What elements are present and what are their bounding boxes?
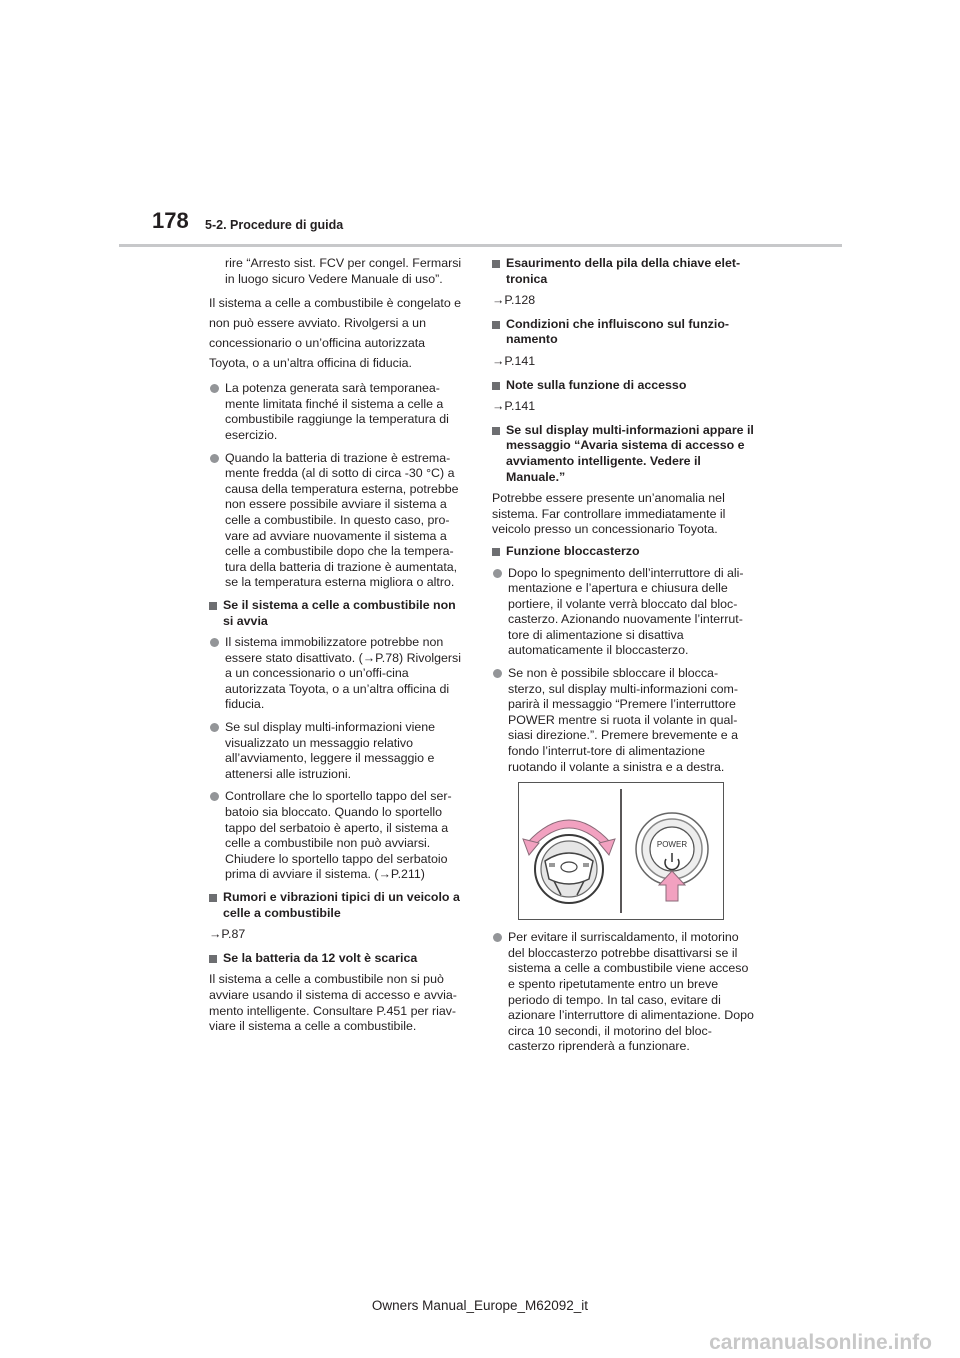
- bullet-icon: [210, 638, 219, 647]
- section-heading: Se il sistema a celle a combustibile non si avvia: [209, 598, 467, 629]
- right-column: [492, 256, 754, 1062]
- bullet-icon: [210, 454, 219, 463]
- page-number: 178: [152, 208, 189, 233]
- page-reference: →P.141: [492, 353, 536, 368]
- section-heading: Se la batteria da 12 volt è scarica: [209, 951, 467, 967]
- list-item: Se non è possibile sbloccare il blocca-sterzo, sul display multi-informazioni com-parirà il messaggio “Premere l’interruttore POWER mentre si ruota il volante in qual-siasi direzione.”. Premere brevemente e a fondo l’interrut-tore di alimentazione ruotando il volante a sinistra e a destra.: [492, 666, 754, 775]
- battery-paragraph: Il sistema a celle a combustibile non si può avviare usando il sistema di accesso e avvia-mento intelligente. Consultare P.451 per riav-viare il sistema a celle a combustibile.: [209, 972, 457, 1034]
- page-reference: →P.87: [209, 927, 246, 942]
- list-item: Per evitare il surriscaldamento, il motorino del bloccasterzo potrebbe disattivarsi se il sistema a celle a combustibile viene acceso e spento ripetutamente entro un breve periodo di tempo. In tal caso, evitare di azionare l’interruttore di alimentazione. Dopo circa 10 secondi, il motorino del bloc-casterzo riprenderà a funzionare.: [492, 930, 754, 1055]
- square-icon: [209, 602, 217, 610]
- section-heading: Note sulla funzione di accesso: [492, 378, 754, 394]
- square-icon: [492, 382, 500, 390]
- power-label: POWER: [656, 840, 688, 850]
- anomaly-paragraph: Potrebbe essere presente un’anomalia nel sistema. Far controllare immediatamente il veicolo presso un concessionario Toyota.: [492, 491, 726, 537]
- bullet-icon: [210, 792, 219, 801]
- list-item: Controllare che lo sportello tappo del ser-batoio sia bloccato. Quando lo sportello tappo del serbatoio è aperto, il sistema a celle a combustibile non può avviarsi. Chiudere lo sportello tappo del serbatoio prima di avviare il sistema. (→P.211): [209, 789, 467, 883]
- square-icon: [209, 955, 217, 963]
- steering-power-illustration: [519, 783, 723, 919]
- section-heading: Funzione bloccasterzo: [492, 544, 754, 560]
- list-item: La potenza generata sarà temporanea-mente limitata finché il sistema a celle a combustibile raggiunge la temperatura di esercizio.: [209, 381, 467, 443]
- bullet-icon: [210, 723, 219, 732]
- page-reference: →P.141: [492, 399, 536, 414]
- bullet-icon: [493, 569, 502, 578]
- watermark: carmanualsonline.info: [709, 1331, 932, 1354]
- section-title: 5-2. Procedure di guida: [205, 218, 344, 232]
- header-rule: [119, 244, 842, 247]
- square-icon: [492, 548, 500, 556]
- list-item: Il sistema immobilizzatore potrebbe non essere stato disattivato. (→P.78) Rivolgersi a un concessionario o un’offi-cina autorizzata Toyota, o a un’altra officina di fiducia.: [209, 635, 467, 713]
- bullet-icon: [493, 933, 502, 942]
- left-column: [209, 256, 467, 1041]
- continued-text: rire “Arresto sist. FCV per congel. Fermarsi in luogo sicuro Vedere Manuale di uso”.: [225, 256, 462, 286]
- section-heading: Rumori e vibrazioni tipici di un veicolo a celle a combustibile: [209, 890, 467, 921]
- section-heading: Esaurimento della pila della chiave elet-tronica: [492, 256, 754, 287]
- square-icon: [492, 321, 500, 329]
- steering-lock-figure: [518, 782, 724, 920]
- steering-wheel-icon: [535, 835, 603, 903]
- page-reference: →P.128: [492, 293, 536, 308]
- list-item: Se sul display multi-informazioni viene visualizzato un messaggio relativo all’avviamento, leggere il messaggio e attenersi alle istruzioni.: [209, 720, 467, 782]
- square-icon: [492, 260, 500, 268]
- list-item: Quando la batteria di trazione è estrema-mente fredda (al di sotto di circa -30 °C) a causa della temperatura esterna, potrebbe non essere possibile avviare il sistema a celle a combustibile. In questo caso, pro-vare ad avviare nuovamente il sistema a celle a combustibile dopo che la tempera-tura della batteria di trazione è aumentata, se la temperatura esterna migliora o altro.: [209, 451, 467, 591]
- bullet-icon: [210, 384, 219, 393]
- footer-text: Owners Manual_Europe_M62092_it: [371, 1298, 589, 1313]
- bullet-icon: [493, 669, 502, 678]
- square-icon: [492, 427, 500, 435]
- list-item: Dopo lo spegnimento dell’interruttore di ali-mentazione e l’apertura e chiusura delle portiere, il volante verrà bloccato dal bloc-casterzo. Azionando nuovamente l’interrut-tore di alimentazione si disattiva automaticamente il bloccasterzo.: [492, 566, 754, 660]
- section-heading: Condizioni che influiscono sul funzio-namento: [492, 317, 754, 348]
- square-icon: [209, 894, 217, 902]
- section-heading: Se sul display multi-informazioni appare il messaggio “Avaria sistema di accesso e avviamento intelligente. Vedere il Manuale.”: [492, 423, 754, 485]
- frozen-system-paragraph: Il sistema a celle a combustibile è congelato e non può essere avviato. Rivolgersi a un concessionario o un’officina autorizzata Toyota, o a un’altra officina di fiducia.: [209, 296, 462, 371]
